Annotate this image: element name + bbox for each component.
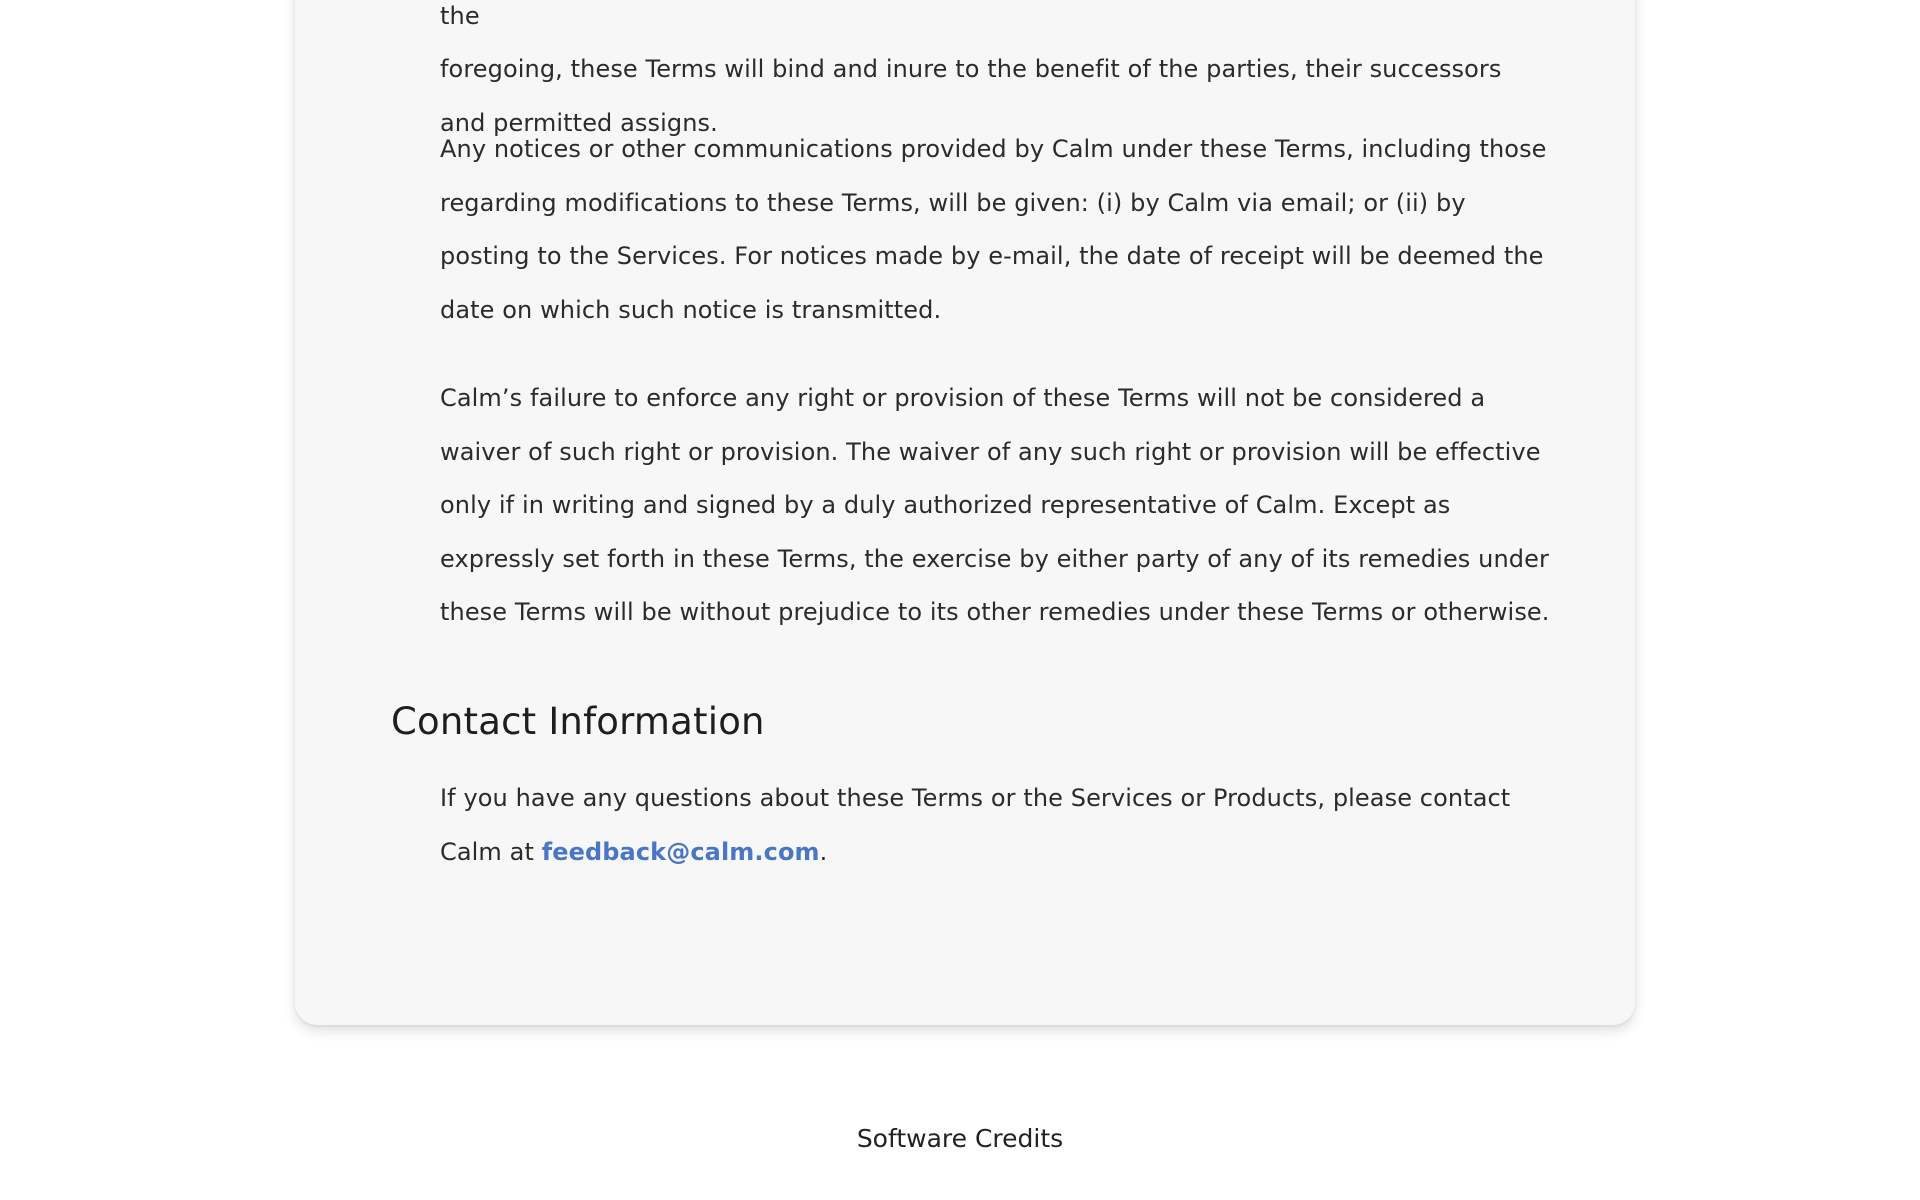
assignment-paragraph-hidden-line: the [440, 1, 480, 30]
software-credits-link[interactable]: Software Credits [856, 1124, 1064, 1153]
feedback-email-link[interactable]: feedback@calm.com [541, 837, 820, 866]
contact-period: . [819, 837, 828, 866]
waiver-paragraph: Calm’s failure to enforce any right or provision of these Terms will not be considered a waiver of such right or provision. The waiver of any such right or provision will be effective only if in writing and signed by a duly authorized representative of Calm. Except as expressly set forth in these Terms, the exercise by either party of any of its remedies under these Terms will be without prejudice to its other remedies under these Terms or otherwise. [440, 384, 1550, 626]
contact-paragraph [440, 772, 1550, 879]
assignment-paragraph: foregoing, these Terms will bind and inure to the benefit of the parties, their successors and permitted assigns. [440, 55, 1502, 137]
notices-paragraph: Any notices or other communications provided by Calm under these Terms, including those regarding modifications to these Terms, will be given: (i) by Calm via email; or (ii) by posting to the Services. For notices made by e-mail, the date of receipt will be deemed the date on which such notice is transmitted. [440, 135, 1547, 324]
contact-text: If you have any questions about these Terms or the Services or Products, please contact Calm at [440, 784, 1511, 866]
terms-card [295, 0, 1635, 1025]
contact-heading: Contact Information [391, 700, 765, 743]
